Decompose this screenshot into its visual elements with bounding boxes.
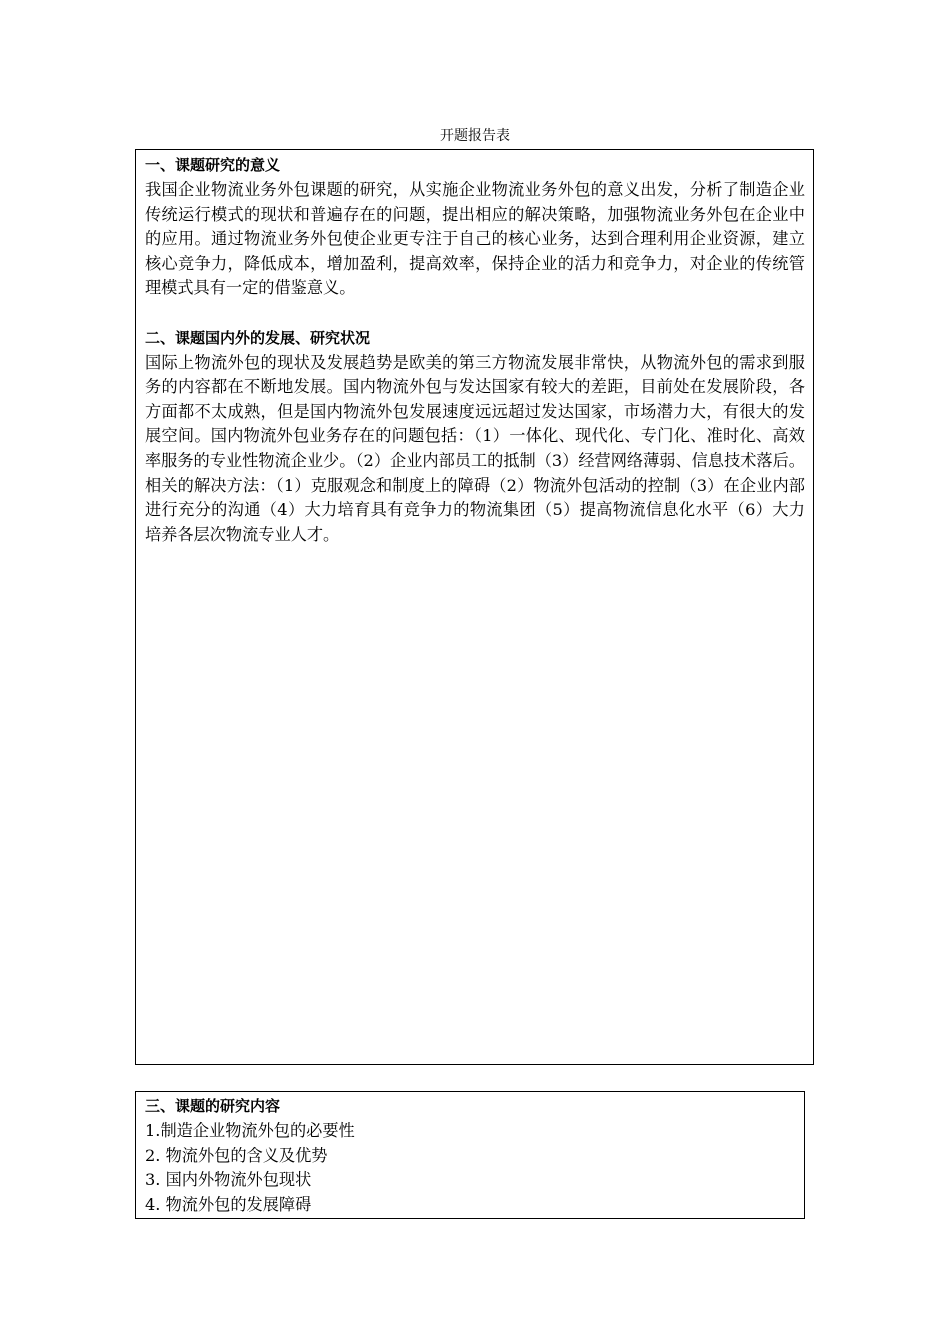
content-list-item: 3. 国内外物流外包现状: [145, 1170, 312, 1190]
section-spacer: [145, 301, 805, 326]
section1-body: 我国企业物流业务外包课题的研究，从实施企业物流业务外包的意义出发，分析了制造企业传统运行模式的现状和普遍存在的问题，提出相应的解决策略，加强物流业务外包在企业中的应用。通过物流业务外包使企业更专注于自己的核心业务，达到合理利用企业资源，建立核心竞争力，降低成本，增加盈利，提高效率，保持企业的活力和竞争力，对企业的传统管理模式具有一定的借鉴意义。: [145, 180, 805, 298]
report-table-content: [135, 1091, 805, 1219]
content-list-item: 4. 物流外包的发展障碍: [145, 1194, 312, 1214]
section2-body: 国际上物流外包的现状及发展趋势是欧美的第三方物流发展非常快，从物流外包的需求到服务的内容都在不断地发展。国内物流外包与发达国家有较大的差距，目前处在发展阶段，各方面都不太成熟，但是国内物流外包发展速度远远超过发达国家，市场潜力大，有很大的发展空间。国内物流外包业务存在的问题包括：（1）一体化、现代化、专门化、准时化、高效率服务的专业性物流企业少。（2）企业内部员工的抵制（3）经营网络薄弱、信息技术落后。相关的解决方法：（1）克服观念和制度上的障碍（2）物流外包活动的控制（3）在企业内部进行充分的沟通（4）大力培育具有竞争力的物流集团（5）提高物流信息化水平（6）大力培养各层次物流专业人才。: [145, 352, 805, 544]
section1-heading: 一、课题研究的意义: [145, 156, 281, 174]
content-list-item: 1.制造企业物流外包的必要性: [145, 1121, 355, 1140]
section2-heading: 二、课题国内外的发展、研究状况: [145, 328, 371, 347]
section3-heading: 三、课题的研究内容: [145, 1097, 281, 1115]
document-title: 开题报告表: [440, 128, 510, 144]
report-table-main: [135, 149, 814, 1065]
content-list-item: 2. 物流外包的含义及优势: [145, 1145, 328, 1165]
